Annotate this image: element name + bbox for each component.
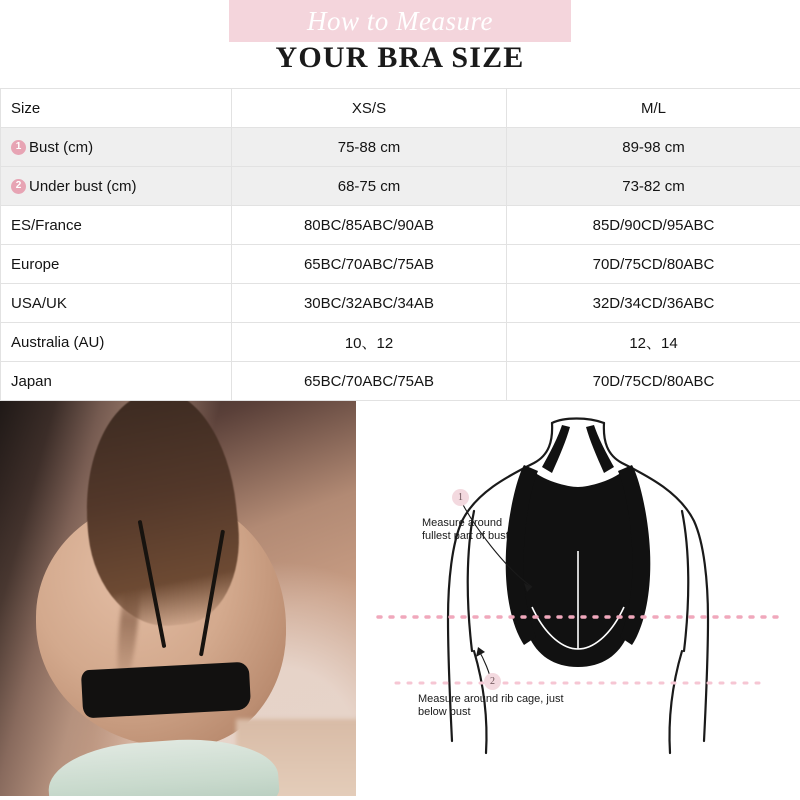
row-label-under-bust: Under bust (cm) <box>29 177 137 195</box>
table-cell-ml: 12、14 <box>507 323 800 362</box>
size-chart-table <box>0 88 800 401</box>
header-script-title: How to Measure <box>307 6 493 36</box>
diagram-svg <box>356 401 800 796</box>
table-row <box>1 323 800 362</box>
column-header-ml: M/L <box>507 89 800 128</box>
row-label-europe: Europe <box>1 245 232 284</box>
row-label-bust: Bust (cm) <box>29 138 94 156</box>
table-cell-ml: 70D/75CD/80ABC <box>507 245 800 284</box>
row-label-australia: Australia (AU) <box>1 323 232 362</box>
diagram-callout-2-text: Measure around rib cage, just below bust <box>418 693 564 718</box>
photo-bra-band <box>81 662 251 719</box>
page-header <box>0 0 800 88</box>
row-label-es-france: ES/France <box>1 206 232 245</box>
table-cell-xs: 80BC/85ABC/90AB <box>232 206 507 245</box>
table-cell-ml: 89-98 cm <box>507 128 800 167</box>
table-cell-xs: 75-88 cm <box>232 128 507 167</box>
table-cell-ml: 85D/90CD/95ABC <box>507 206 800 245</box>
table-row <box>1 245 800 284</box>
row-label-usa-uk: USA/UK <box>1 284 232 323</box>
table-row <box>1 89 800 128</box>
badge-2-icon: 2 <box>11 179 26 194</box>
table-cell-xs: 68-75 cm <box>232 167 507 206</box>
badge-1-icon: 1 <box>11 140 26 155</box>
table-cell-ml: 32D/34CD/36ABC <box>507 284 800 323</box>
diagram-badge-1: 1 <box>452 489 469 506</box>
table-row <box>1 128 800 167</box>
bottom-section <box>0 401 800 796</box>
table-cell-ml: 73-82 cm <box>507 167 800 206</box>
diagram-badge-2: 2 <box>484 673 501 690</box>
table-row <box>1 284 800 323</box>
page-title: YOUR BRA SIZE <box>275 41 525 74</box>
table-cell-label <box>1 89 232 128</box>
table-row <box>1 167 800 206</box>
table-cell-xs: 30BC/32ABC/34AB <box>232 284 507 323</box>
measurement-diagram <box>356 401 800 796</box>
table-row <box>1 362 800 401</box>
column-header-xs: XS/S <box>232 89 507 128</box>
table-row <box>1 206 800 245</box>
table-cell-label <box>1 128 232 167</box>
table-cell-xs: 65BC/70ABC/75AB <box>232 362 507 401</box>
model-photo <box>0 401 356 796</box>
column-header-size: Size <box>11 99 41 117</box>
table-cell-xs: 10、12 <box>232 323 507 362</box>
diagram-callout-1-text: Measure around fullest part of bust <box>422 517 509 542</box>
table-cell-label <box>1 167 232 206</box>
table-cell-ml: 70D/75CD/80ABC <box>507 362 800 401</box>
table-cell-xs: 65BC/70ABC/75AB <box>232 245 507 284</box>
row-label-japan: Japan <box>1 362 232 401</box>
